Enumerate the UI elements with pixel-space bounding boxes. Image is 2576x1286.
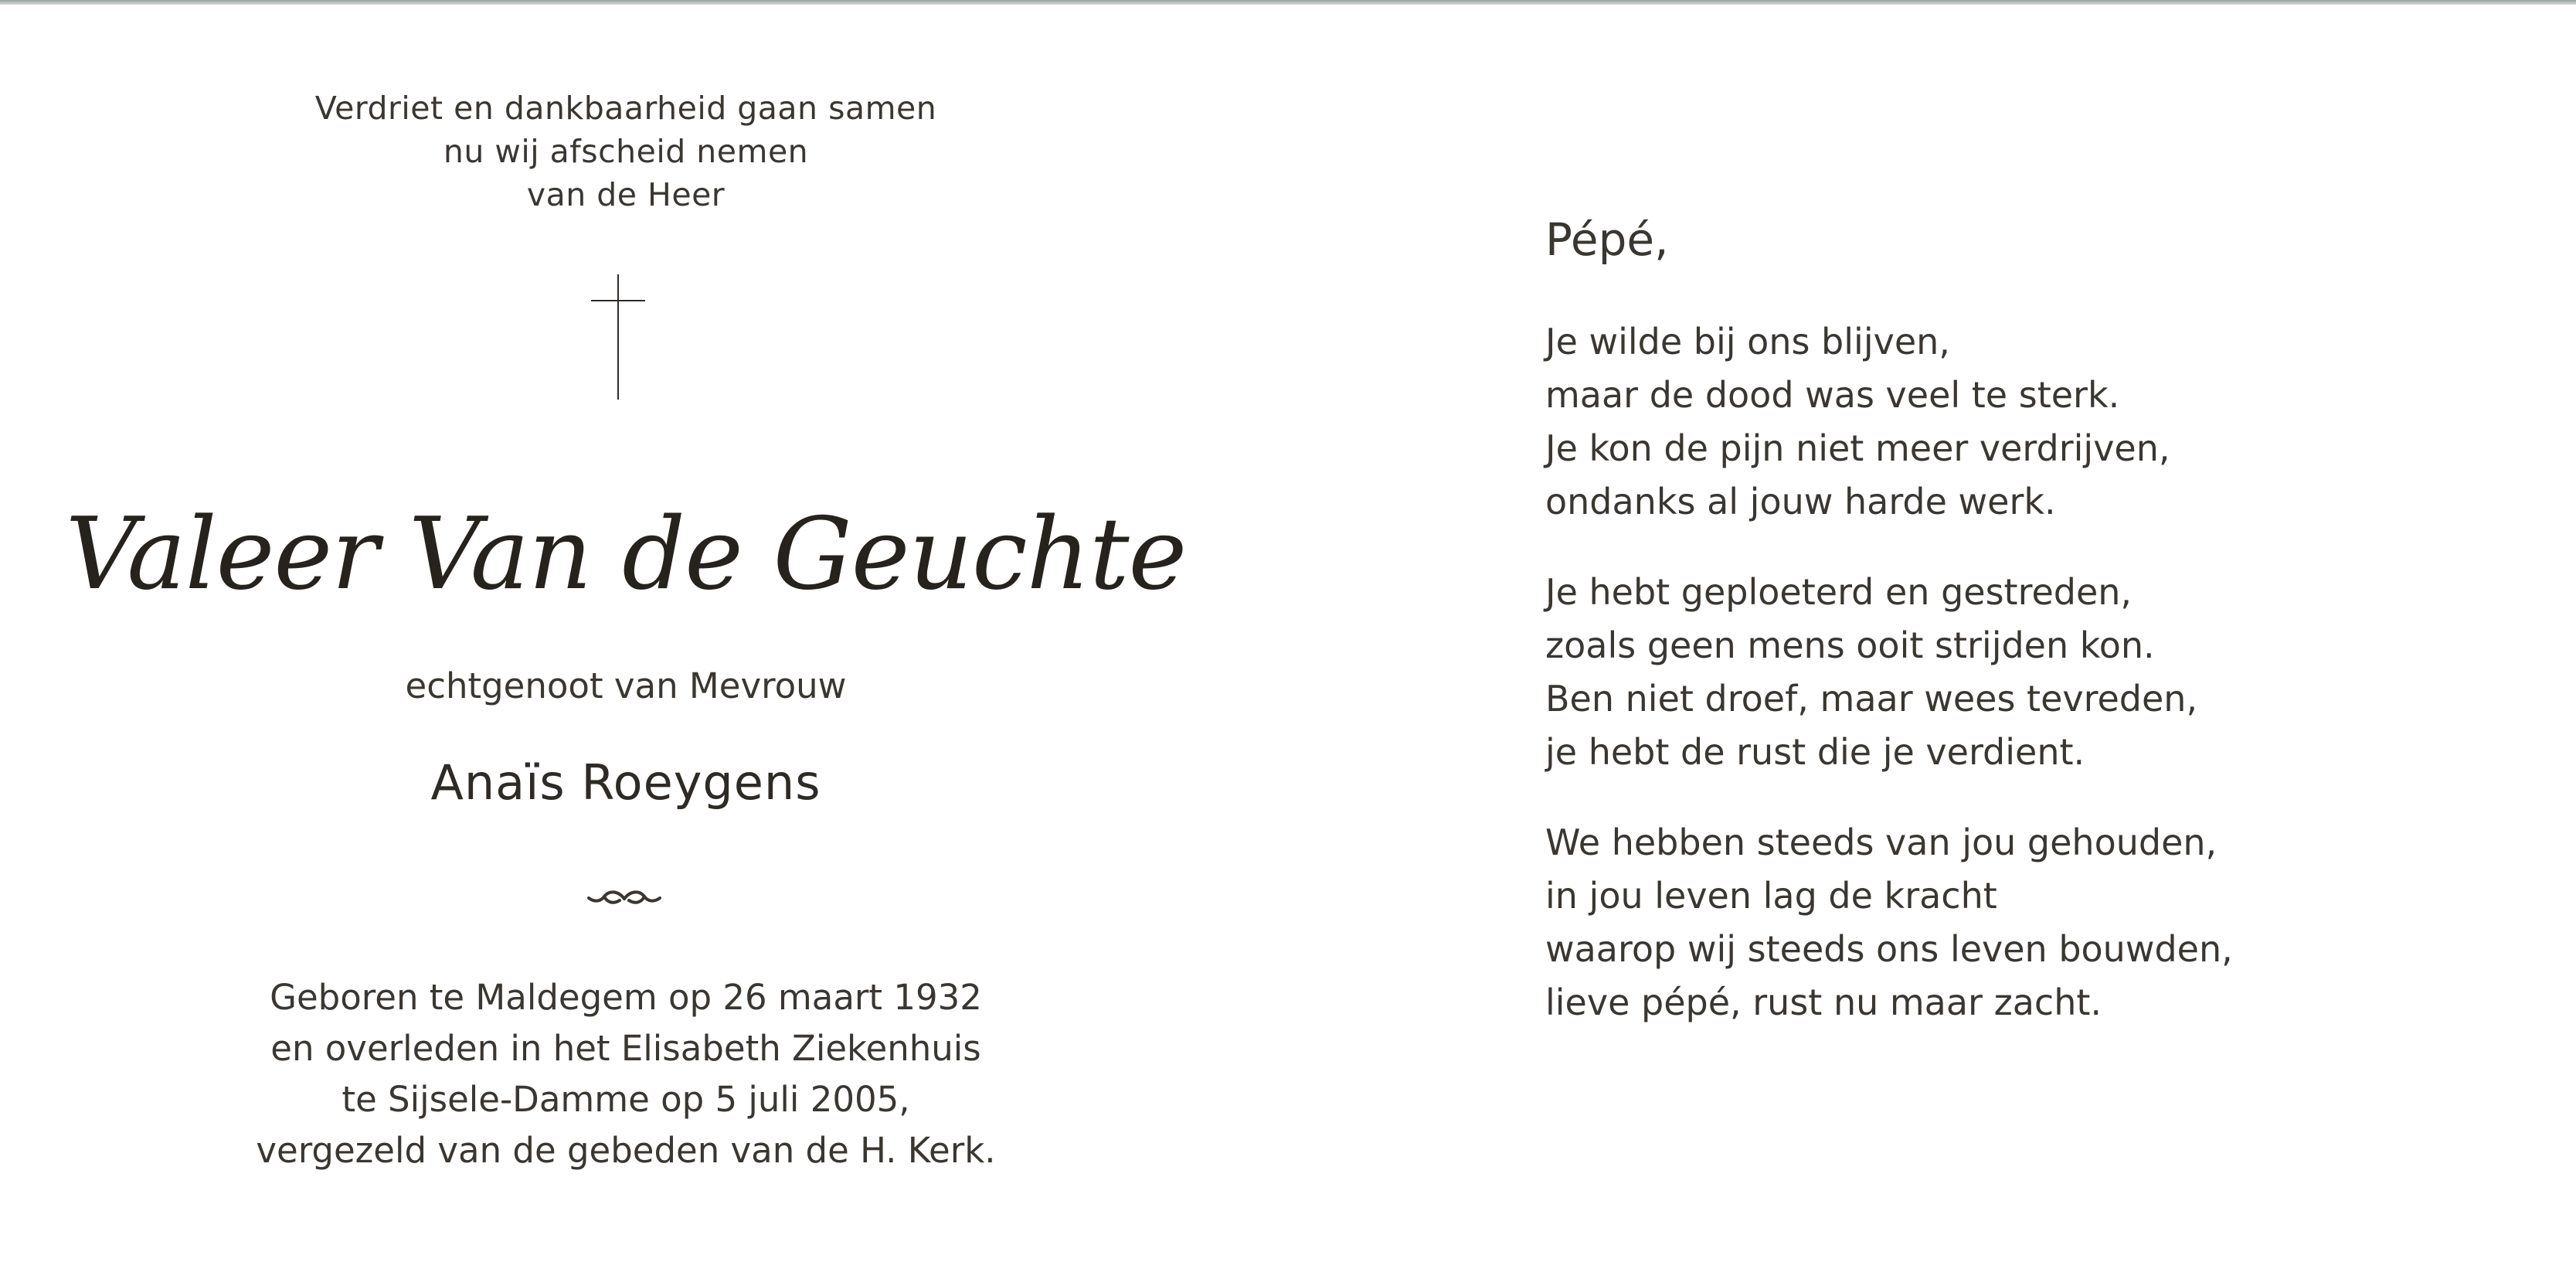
poem-line: zoals geen mens ooit strijden kon. <box>1545 624 2155 666</box>
spouse-name: Anaïs Roeygens <box>430 754 821 811</box>
details-line: Geboren te Maldegem op 26 maart 1932 <box>270 977 982 1018</box>
poem-stanza <box>1545 315 2472 529</box>
verse-line: van de Heer <box>526 176 726 213</box>
verse-line: nu wij afscheid nemen <box>443 133 809 170</box>
ornament-icon <box>586 887 663 910</box>
life-details <box>46 972 1205 1176</box>
poem-line: Je hebt geploeterd en gestreden, <box>1545 571 2133 613</box>
poem-line: lieve pépé, rust nu maar zacht. <box>1545 982 2102 1023</box>
poem-line: Ben niet droef, maar wees tevreden, <box>1545 678 2198 720</box>
left-panel <box>46 0 1205 1286</box>
details-line: en overleden in het Elisabeth Ziekenhuis <box>270 1028 981 1069</box>
poem-stanza <box>1545 566 2472 779</box>
opening-verse <box>46 87 1205 216</box>
verse-line: Verdriet en dankbaarheid gaan samen <box>314 90 937 127</box>
cross-icon <box>591 274 645 400</box>
details-line: vergezeld van de gebeden van de H. Kerk. <box>256 1130 996 1171</box>
poem-line: We hebben steeds van jou gehouden, <box>1545 822 2217 863</box>
poem-line: je hebt de rust die je verdient. <box>1545 731 2085 773</box>
poem-line: in jou leven lag de kracht <box>1545 875 1997 917</box>
poem-line: maar de dood was veel te sterk. <box>1545 374 2120 416</box>
poem-stanza <box>1545 816 2472 1029</box>
poem-line: ondanks al jouw harde werk. <box>1545 481 2056 522</box>
poem-line: waarop wij steeds ons leven bouwden, <box>1545 928 2233 970</box>
poem-greeting: Pépé, <box>1545 213 1669 266</box>
deceased-name: Valeer Van de Geuchte <box>65 497 1187 612</box>
details-line: te Sijsele-Damme op 5 juli 2005, <box>342 1079 910 1120</box>
spouse-label: echtgenoot van Mevrouw <box>405 665 847 706</box>
poem-line: Je wilde bij ons blijven, <box>1545 321 1950 362</box>
right-panel <box>1545 209 2472 1029</box>
poem-line: Je kon de pijn niet meer verdrijven, <box>1545 427 2170 469</box>
